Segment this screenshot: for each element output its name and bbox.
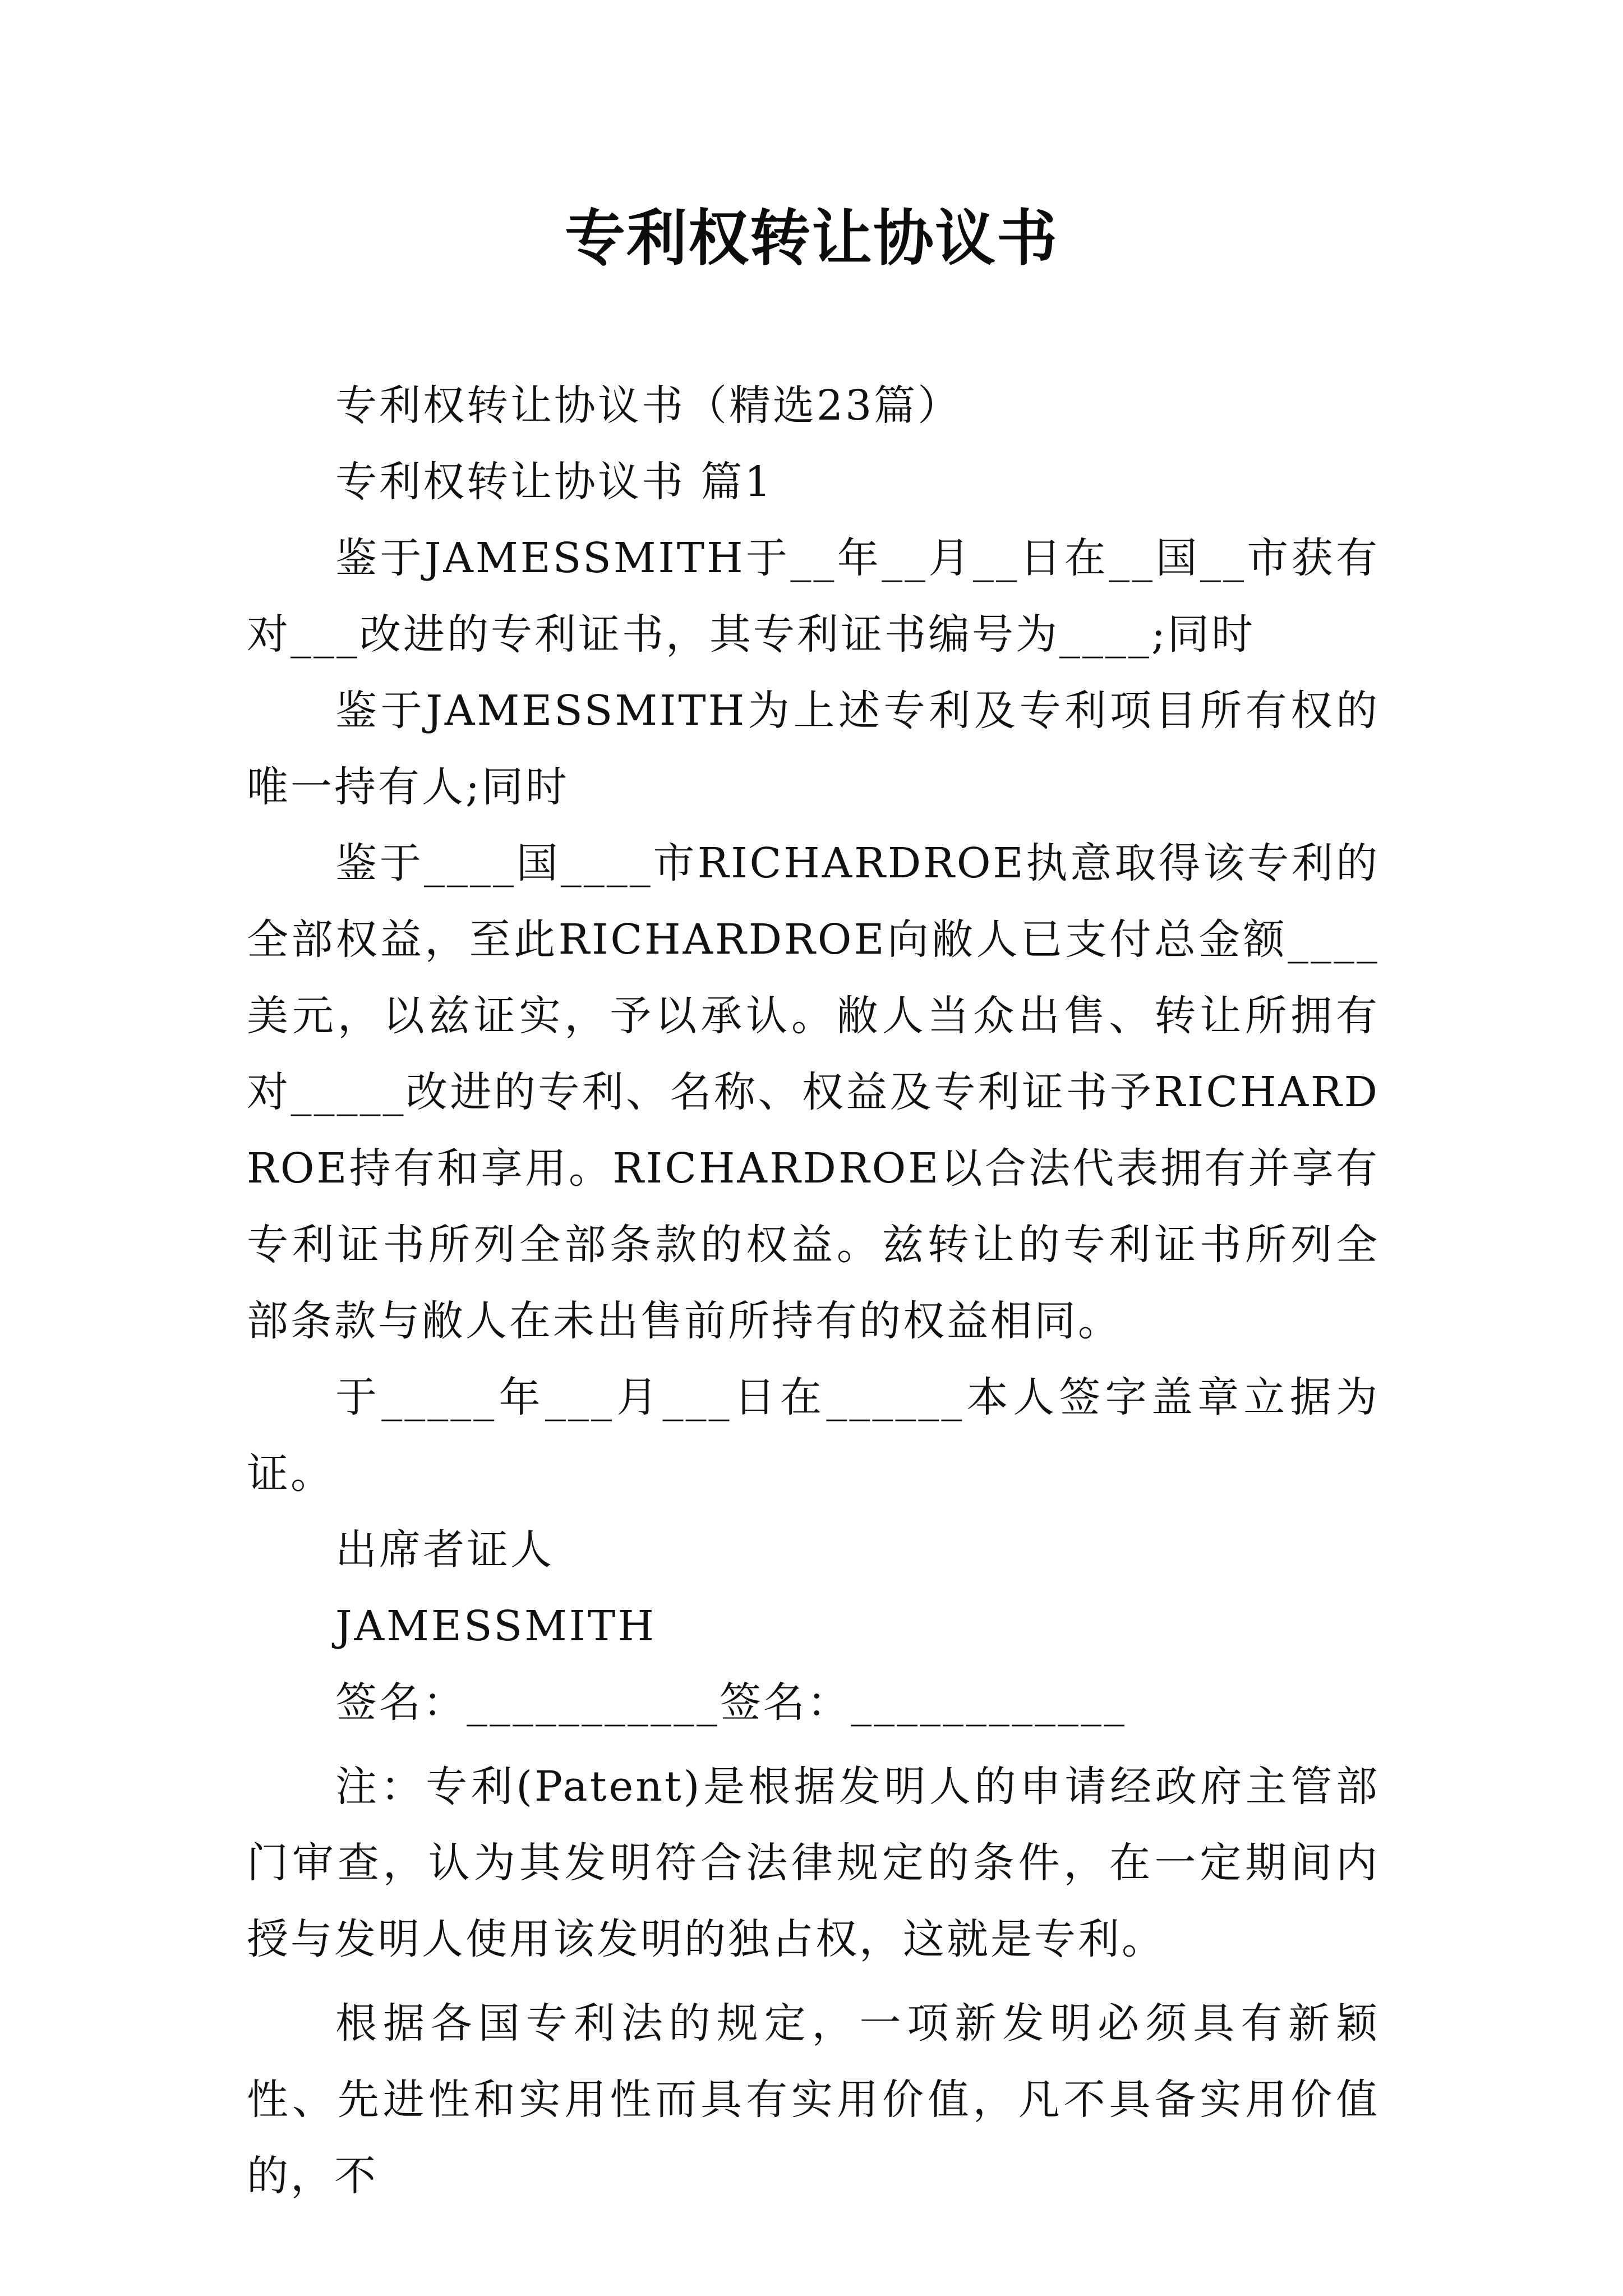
document-title: 专利权转让协议书 xyxy=(564,203,1058,274)
paragraph-patent-law: 根据各国专利法的规定，一项新发明必须具有新颖性、先进性和实用性而具有实用价值，凡不具备实用价值的，不 xyxy=(247,1999,1380,2200)
paragraph-whereas-owner: 鉴于JAMESSMITH为上述专利及专利项目所有权的唯一持有人;同时 xyxy=(247,687,1380,811)
paragraph-whereas-patent: 鉴于JAMESSMITH于__年__月__日在__国__市获有对___改进的专利证书，其专利证书编号为____;同时 xyxy=(247,534,1380,659)
paragraph-section-heading: 专利权转让协议书 篇1 xyxy=(335,458,773,506)
paragraph-signing-date: 于_____年___月___日在______本人签字盖章立据为证。 xyxy=(247,1373,1380,1498)
paragraph-signature-lines: 签名：___________签名：____________ xyxy=(335,1678,1127,1727)
paragraph-subtitle: 专利权转让协议书（精选23篇） xyxy=(335,381,962,430)
document-body xyxy=(247,367,1380,2214)
paragraph-note: 注：专利(Patent)是根据发明人的申请经政府主管部门审查，认为其发明符合法律规定的条件，在一定期间内授与发明人使用该发明的独占权，这就是专利。 xyxy=(247,1763,1380,1963)
paragraph-witness-label: 出席者证人 xyxy=(335,1526,554,1574)
paragraph-party-name: JAMESSMITH xyxy=(335,1602,656,1650)
paragraph-transfer-terms: 鉴于____国____市RICHARDROE执意取得该专利的全部权益，至此RICHARDROE向敝人已支付总金额____美元，以兹证实，予以承认。敝人当众出售、转让所拥有对_____改进的专利、名称、权益及专利证书予RICHARDROE持有和享用。RICHARDROE以合法代表拥有并享有专利证书所列全部条款的权益。兹转让的专利证书所列全部条款与敝人在未出售前所持有的权益相同。 xyxy=(247,839,1380,1345)
